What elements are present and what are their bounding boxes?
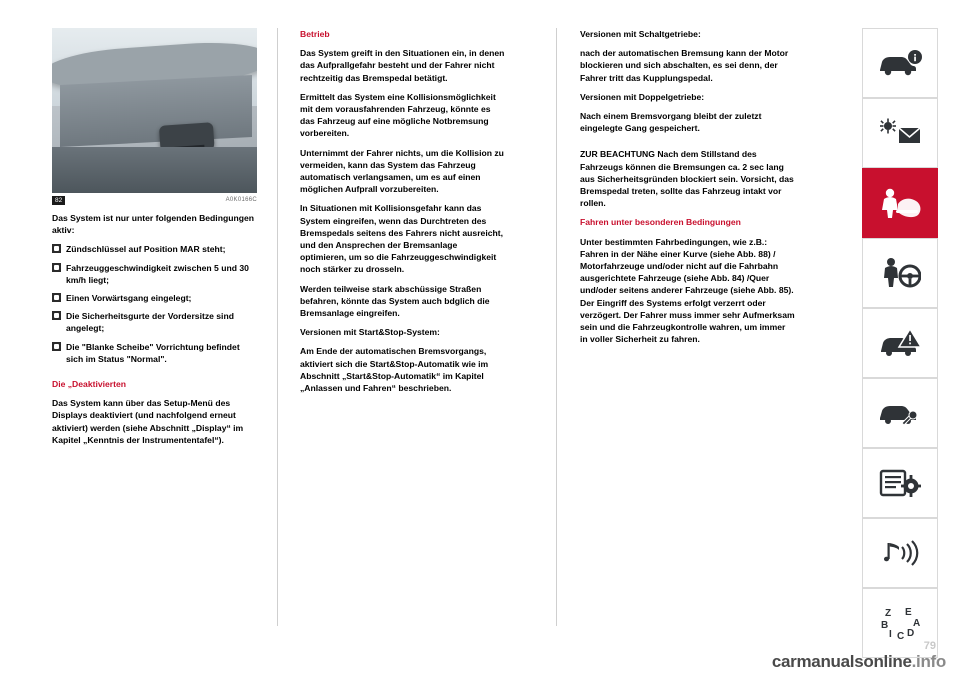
index-alphabet-icon xyxy=(877,604,923,642)
auto-gearbox-paragraph: Nach einem Bremsvorgang bleibt der zuletzt eingelegte Gang gespeichert. xyxy=(580,111,762,134)
airbag-safety-icon xyxy=(876,186,924,220)
auto-gearbox-heading: Versionen mit Doppelgetriebe: xyxy=(580,91,705,102)
figure-caption xyxy=(52,196,257,205)
operation-paragraph-5: Werden teilweise stark abschüssige Straßen befahren, könnte das System auch bdglich die Bremsanlage eingreifen. xyxy=(300,283,490,319)
bullet-label: Die "Blanke Scheibe" Vorrichtung befindet sich im Status "Normal". xyxy=(66,341,240,364)
deactivation-heading: Die „Deaktivierten xyxy=(52,379,127,390)
steering-wheel-icon xyxy=(879,256,921,290)
bullet-label: Zündschlüssel auf Position MAR steht; xyxy=(66,244,226,255)
list-item xyxy=(52,341,257,365)
bullet-label: Die Sicherheitsgurte der Vordersitze sind angelegt; xyxy=(66,311,234,334)
column-divider-2 xyxy=(556,28,557,626)
column-divider-1 xyxy=(277,28,278,626)
site-watermark xyxy=(772,652,946,672)
photo-windshield-area xyxy=(60,75,252,147)
figure-number: 82 xyxy=(52,196,65,205)
rail-tab-maintenance[interactable] xyxy=(862,448,938,518)
list-item xyxy=(52,310,257,334)
rail-tab-multimedia[interactable] xyxy=(862,518,938,588)
svg-text:A: A xyxy=(913,618,921,629)
square-bullet-icon xyxy=(52,311,61,320)
operation-paragraph-3: Unternimmt der Fahrer nichts, um die Kollision zu vermeiden, kann das System das Fahrzeug automatisch verlangsamen, um es auf einen möglichen Aufprall vorzubereiten. xyxy=(300,147,504,195)
special-conditions-heading: Fahren unter besonderen Bedingungen xyxy=(580,217,741,228)
svg-text:D: D xyxy=(907,628,915,639)
maintenance-gear-icon xyxy=(878,467,922,499)
svg-text:I: I xyxy=(889,629,892,640)
square-bullet-icon xyxy=(52,342,61,351)
list-item xyxy=(52,243,257,255)
text-column-1 xyxy=(52,28,257,453)
text-column-3 xyxy=(580,28,795,352)
rail-tab-emergency[interactable] xyxy=(862,308,938,378)
bullet-label: Fahrzeuggeschwindigkeit zwischen 5 und 30 km/h liegt; xyxy=(66,262,249,285)
column1-intro: Das System ist nur unter folgenden Bedingungen aktiv: xyxy=(52,213,254,236)
operation-paragraph-4: In Situationen mit Kollisionsgefahr kann das System eingreifen, wenn das Durchtreten des Bremspedals seitens des Fahrers nicht ausreicht, und den Ansprechen der Bremsanlage optimieren, um so die Fahrzeuggeschwindigkeit noch stärker zu drosseln. xyxy=(300,203,503,275)
special-conditions-paragraph: Unter bestimmten Fahrbedingungen, wie z.B.: Fahren in der Nähe einer Kurve (siehe Abb. 88) / Motorfahrzeuge und/oder nicht auf die Fahrbahn ausgerichtete Fahrzeuge (siehe Abb. 84) /Quer und/oder seitens anderer Fahrzeuge (siehe Abb. 85). Der Eingriff des Systems erfolgt verzerrt oder verzögert. Der Fahrer muss immer sehr Aufmerksam sein und die Fahrzeugkontrolle wahren, um immer in voller Sicherheit zu fahren. xyxy=(580,236,795,345)
start-stop-heading: Versionen mit Start&Stop-System: xyxy=(300,327,440,338)
list-item xyxy=(52,262,257,286)
windshield-camera-photo xyxy=(52,28,257,193)
attention-note: ZUR BEACHTUNG Nach dem Stillstand des Fahrzeugs können die Bremsungen ca. 2 sec lang aus Sicherheitsgründen blockiert sein. Vorsicht, das Bremspedal treten, sollte das Fahrzeug intakt vor rollen. xyxy=(580,149,794,209)
operation-heading: Betrieb xyxy=(300,29,330,39)
text-column-2 xyxy=(300,28,505,401)
watermark-brand: carmanualsonline xyxy=(771,652,912,671)
svg-text:C: C xyxy=(897,631,905,642)
car-service-wrench-icon xyxy=(877,398,923,428)
dashboard-warning-light-icon xyxy=(877,118,923,148)
svg-text:Z: Z xyxy=(885,608,892,619)
operation-paragraph-2: Ermittelt das System eine Kollisionsmöglichkeit mit dem vorausfahrenden Fahrzeug, könnte es das Fahrzeug auf eine mögliche Notbremsung vorbereiten. xyxy=(300,91,496,139)
photo-lower-area xyxy=(52,147,257,193)
bullet-label: Einen Vorwärtsgang eingelegt; xyxy=(66,293,192,304)
square-bullet-icon xyxy=(52,293,61,302)
deactivation-paragraph: Das System kann über das Setup-Menü des Displays deaktiviert (und nachfolgend erneut aktiviert) werden (siehe Abschnitt „Display“ im Kapitel „Kenntnis der Instrumententafel“). xyxy=(52,398,244,445)
rail-tab-service[interactable] xyxy=(862,378,938,448)
audio-multimedia-icon xyxy=(878,537,922,569)
page-number: 79 xyxy=(923,640,936,652)
svg-text:B: B xyxy=(881,620,889,631)
svg-text:E: E xyxy=(905,607,912,618)
rail-tab-steering[interactable] xyxy=(862,238,938,308)
manual-gearbox-heading: Versionen mit Schaltgetriebe: xyxy=(580,29,701,39)
watermark-suffix: .info xyxy=(911,652,946,671)
figure-code: A0K0166C xyxy=(225,197,257,203)
manual-gearbox-paragraph: nach der automatischen Bremsung kann der Motor blockieren und sich abschalten, es sei denn, der Fahrer tritt das Kupplungspedal. xyxy=(580,48,789,83)
square-bullet-icon xyxy=(52,244,61,253)
start-stop-paragraph: Am Ende der automatischen Bremsvorgangs, aktiviert sich die Start&Stop-Automatik wie im Abschnitt „Start&Stop-Automatik“ im Kapitel „Anlassen und Fahren“ beschrieben. xyxy=(300,346,489,394)
rail-tab-safety[interactable] xyxy=(862,168,938,238)
list-item xyxy=(52,292,257,304)
operation-paragraph-1: Das System greift in den Situationen ein, in denen das Aufprallgefahr besteht und der Fahrer nicht rechtzeitig das Bremspedal betätigt. xyxy=(300,48,505,83)
square-bullet-icon xyxy=(52,263,61,272)
car-info-icon xyxy=(877,48,923,78)
rail-tab-warning-lights[interactable] xyxy=(862,98,938,168)
emergency-warning-triangle-icon xyxy=(877,327,923,359)
chapter-tab-rail xyxy=(862,28,938,658)
rail-tab-car-info[interactable] xyxy=(862,28,938,98)
